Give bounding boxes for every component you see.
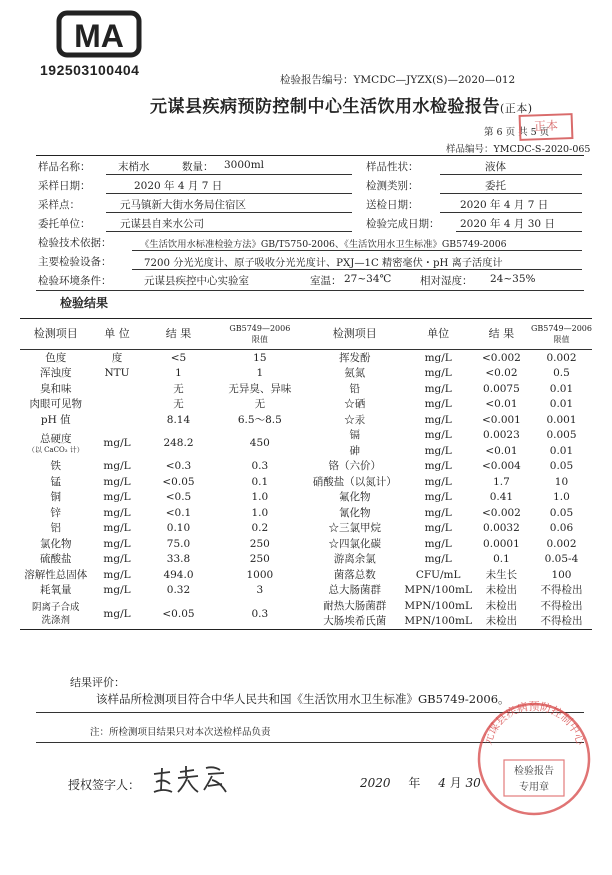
cell-limit: 100 — [551, 568, 572, 581]
cell-item: 大肠埃希氏菌 — [323, 615, 387, 628]
results-section-title: 检验结果 — [60, 296, 109, 310]
cell-item: 阴离子合成 洗涤剂 — [32, 601, 80, 626]
completion-date: 2020 年 4 月 30 日 — [460, 218, 555, 230]
cell-limit: 250 — [249, 553, 270, 566]
page-info: 第 6 页 共 5 页 — [484, 127, 550, 138]
cell-result: <0.002 — [482, 506, 521, 519]
table-row — [20, 459, 592, 475]
cell-unit: mg/L — [103, 460, 131, 473]
seal-inner-2: 专用章 — [519, 782, 549, 793]
cell-unit: mg/L — [424, 413, 452, 426]
cell-unit: mg/L — [103, 584, 131, 597]
cell-item: 挥发酚 — [339, 351, 371, 364]
cell-result: 未检出 — [485, 599, 518, 612]
cell-limit: 0.002 — [546, 351, 577, 364]
sample-name-label: 样品名称： — [38, 161, 91, 173]
signatory-label: 授权签字人： — [68, 778, 141, 792]
cell-item: 氨氮 — [344, 367, 366, 380]
cell-unit — [92, 381, 143, 397]
humidity-label: 相对湿度： — [420, 275, 473, 287]
cell-limit: 10 — [554, 475, 569, 488]
cell-unit — [92, 397, 143, 413]
cell-item: ☆四氯化碳 — [328, 537, 382, 550]
cell-item: pH 值 — [40, 413, 71, 426]
cell-result: <5 — [170, 351, 187, 364]
cell-item: 锰 — [50, 475, 62, 488]
cell-limit: 0.05 — [549, 506, 574, 519]
cell-item: 色度 — [45, 351, 67, 364]
cell-unit: MPN/100mL — [404, 584, 472, 597]
cell-result: 0.0032 — [483, 522, 520, 535]
cell-item: 铜 — [50, 491, 62, 504]
cell-unit: mg/L — [103, 568, 131, 581]
cell-unit: mg/L — [103, 607, 131, 620]
table-row — [20, 381, 592, 397]
sampling-date: 2020 年 4 月 7 日 — [134, 180, 223, 192]
cell-item: 臭和味 — [40, 382, 72, 395]
cell-result: <0.05 — [162, 475, 195, 488]
cell-result: 0.41 — [489, 491, 514, 504]
cell-limit: 无 — [254, 398, 266, 411]
cell-limit: 3 — [256, 584, 264, 597]
sample-property: 液体 — [485, 161, 506, 173]
cell-unit: mg/L — [424, 460, 452, 473]
cell-unit: mg/L — [103, 491, 131, 504]
table-row — [20, 366, 592, 382]
cell-unit: 度 — [111, 351, 123, 364]
cell-limit: 无异臭、异味 — [228, 382, 292, 395]
cell-limit: 0.001 — [546, 413, 577, 426]
cell-result: 248.2 — [163, 437, 194, 449]
cell-unit: mg/L — [424, 506, 452, 519]
cell-result: <0.05 — [162, 607, 195, 620]
test-type: 委托 — [485, 180, 506, 192]
cell-item: 溶解性总固体 — [24, 568, 88, 581]
cell-unit: MPN/100mL — [404, 599, 472, 612]
submit-date-label: 送检日期： — [366, 199, 419, 211]
cell-unit: mg/L — [103, 537, 131, 550]
cell-item: 硝酸盐（以氮计） — [312, 475, 397, 488]
sign-date-year: 2020 — [360, 776, 391, 790]
cell-result: 0.0023 — [483, 429, 520, 442]
table-row — [20, 490, 592, 506]
cell-item: 硫酸盐 — [40, 553, 72, 566]
cell-limit: 0.2 — [251, 522, 269, 535]
cell-unit: mg/L — [103, 553, 131, 566]
cell-unit: mg/L — [424, 351, 452, 364]
sample-name: 末梢水 — [118, 161, 150, 173]
cell-limit: 1.0 — [553, 491, 570, 504]
table-row — [20, 583, 592, 599]
cell-unit: mg/L — [424, 382, 452, 395]
cell-result: <0.01 — [485, 444, 518, 457]
cell-unit: mg/L — [424, 553, 452, 566]
cell-limit: 0.05 — [549, 460, 574, 473]
title-suffix: (正本) — [500, 102, 533, 115]
cell-item: ☆硒 — [344, 398, 366, 411]
humidity: 24~35% — [490, 273, 536, 285]
basis-label: 检验技术依据： — [38, 237, 112, 249]
cell-unit: mg/L — [424, 491, 452, 504]
cell-limit: 0.5 — [553, 367, 570, 380]
cell-unit: mg/L — [103, 506, 131, 519]
cell-limit: 0.01 — [549, 398, 574, 411]
basis: 《生活饮用水标准检验方法》GB/T5750-2006、《生活饮用水卫生标准》GB5749-2006 — [140, 239, 507, 250]
cell-item: 总大肠菌群 — [328, 584, 382, 597]
sign-date-day: 30 — [465, 776, 481, 790]
cell-unit: mg/L — [103, 475, 131, 488]
cell-item: ☆汞 — [344, 413, 366, 426]
cell-unit: MPN/100mL — [404, 615, 472, 628]
cell-limit: 450 — [249, 437, 270, 449]
cell-result: <0.3 — [165, 460, 192, 473]
cell-unit: mg/L — [103, 522, 131, 535]
cell-limit: 不得检出 — [540, 584, 583, 597]
cell-limit: 不得检出 — [540, 599, 583, 612]
cell-result: 0.0075 — [483, 382, 520, 395]
environment: 元谋县疾控中心实验室 — [144, 275, 249, 287]
sign-date: 2020 年 4 月 30 — [360, 776, 481, 790]
registration-number: 192503100404 — [40, 62, 140, 78]
svg-text:MA: MA — [74, 18, 124, 54]
cell-limit: 0.3 — [251, 460, 269, 473]
cell-result: 未检出 — [485, 584, 518, 597]
cell-unit: mg/L — [424, 429, 452, 442]
cell-item: 氰化物 — [339, 506, 371, 519]
cell-limit: 1.0 — [251, 491, 269, 504]
cell-limit: 1.0 — [251, 506, 269, 519]
cell-item: 镉 — [349, 429, 361, 442]
table-row — [20, 521, 592, 537]
sign-date-month: 4 — [438, 776, 446, 790]
cell-item: 氯化物 — [40, 537, 72, 550]
cell-item: 铅 — [349, 382, 361, 395]
cell-limit: 0.1 — [251, 475, 269, 488]
cell-result: <0.002 — [482, 351, 521, 364]
cell-item: 肉眼可见物 — [29, 398, 83, 411]
completion-date-label: 检验完成日期： — [366, 218, 440, 230]
table-row — [20, 536, 592, 552]
cell-item: 锌 — [50, 506, 62, 519]
cell-result: 1.7 — [493, 475, 510, 488]
cell-result: <0.004 — [482, 460, 521, 473]
cell-limit: 不得检出 — [540, 615, 583, 628]
cell-result: 无 — [173, 398, 184, 411]
cell-limit: 0.3 — [251, 607, 269, 620]
cell-result: 0.32 — [166, 584, 191, 597]
official-seal — [475, 700, 593, 818]
cell-item: 铁 — [50, 460, 62, 473]
cell-result: 1 — [175, 367, 182, 380]
col-header-item: 检测项目 — [33, 327, 78, 340]
cell-item: 总硬度 （以 CaCO₃ 计） — [27, 433, 84, 454]
table-header-row — [20, 319, 592, 350]
cell-limit: 0.05-4 — [544, 553, 579, 566]
col-header-limit: GB5749—2006 限值 — [229, 324, 291, 344]
cell-result: 8.14 — [166, 413, 191, 426]
cell-limit: 250 — [249, 537, 270, 550]
table-row — [20, 552, 592, 568]
cell-limit: 0.01 — [549, 444, 574, 457]
cell-unit: NTU — [104, 367, 130, 380]
room-temp-label: 室温： — [310, 275, 342, 287]
cell-result: 0.1 — [493, 553, 510, 566]
cell-result: <0.01 — [485, 398, 518, 411]
client: 元谋县自来水公司 — [120, 218, 204, 230]
divider — [36, 290, 584, 291]
cell-limit: 0.01 — [549, 382, 574, 395]
cell-unit: mg/L — [424, 537, 452, 550]
cell-unit: mg/L — [424, 398, 452, 411]
cell-limit: 1000 — [246, 568, 274, 581]
cell-limit: 15 — [253, 351, 267, 364]
sampling-site-label: 采样点： — [38, 199, 80, 211]
table-row — [20, 474, 592, 490]
col-header-result: 结 果 — [165, 327, 192, 340]
table-row — [20, 397, 592, 413]
cell-unit: mg/L — [424, 367, 452, 380]
handwritten-signature — [150, 762, 230, 796]
cell-result: 75.0 — [166, 537, 191, 550]
cell-item: ☆三氯甲烷 — [328, 522, 382, 535]
environment-label: 检验环境条件： — [38, 275, 112, 287]
conclusion-text: 该样品所检测项目符合中华人民共和国《生活饮用水卫生标准》GB5749-2006。 — [96, 692, 510, 706]
cell-result: 494.0 — [163, 568, 194, 581]
quantity: 3000ml — [224, 159, 265, 171]
cell-item: 浑浊度 — [40, 367, 72, 380]
sampling-site: 元马镇新大街水务局住宿区 — [120, 199, 246, 211]
sample-number: 样品编号：YMCDC-S-2020-065 — [446, 144, 591, 155]
cell-item: 铬（六价） — [328, 460, 382, 473]
seal-text: 元谋县疾病预防控制中心 — [480, 700, 588, 747]
table-row — [20, 567, 592, 583]
cell-limit: 0.002 — [546, 537, 577, 550]
cell-limit: 6.5～8.5 — [237, 413, 282, 426]
col-header-unit-2: 单位 — [427, 327, 450, 340]
report-number: 检验报告编号：YMCDC—JYZX(S)—2020—012 — [280, 74, 516, 86]
cell-result: <0.02 — [485, 367, 518, 380]
equipment-label: 主要检验设备： — [38, 256, 112, 268]
sampling-date-label: 采样日期： — [38, 180, 91, 192]
sample-property-label: 样品性状： — [366, 161, 419, 173]
cell-item: 氟化物 — [339, 491, 371, 504]
cell-limit: 0.005 — [546, 429, 577, 442]
cell-item: 耗氧量 — [40, 584, 72, 597]
cell-unit — [92, 412, 143, 428]
col-header-result-2: 结 果 — [488, 327, 515, 340]
cell-result: 无 — [173, 382, 184, 395]
col-header-limit-2: GB5749—2006 限值 — [530, 324, 592, 344]
cell-unit: mg/L — [424, 444, 452, 457]
cell-unit: mg/L — [103, 437, 131, 449]
table-row — [20, 428, 592, 444]
divider — [36, 155, 584, 156]
col-header-unit: 单 位 — [104, 327, 130, 340]
submit-date: 2020 年 4 月 7 日 — [460, 199, 549, 211]
cell-result: <0.5 — [165, 491, 192, 504]
cell-item: 砷 — [349, 444, 361, 457]
cell-result: <0.001 — [482, 413, 521, 426]
cell-item: 耐热大肠菌群 — [323, 599, 387, 612]
cell-result: 0.10 — [166, 522, 191, 535]
conclusion-label: 结果评价： — [70, 676, 125, 689]
cell-result: 未生长 — [485, 568, 518, 581]
cell-item: 游离余氯 — [333, 553, 376, 566]
note: 注：所检测项目结果只对本次送检样品负责 — [90, 727, 271, 738]
cell-item: 菌落总数 — [333, 568, 376, 581]
cell-unit: CFU/mL — [415, 568, 461, 581]
cell-unit: mg/L — [424, 475, 452, 488]
table-row — [20, 598, 592, 614]
original-stamp: 正本 — [519, 113, 574, 141]
test-type-label: 检测类别： — [366, 180, 419, 192]
client-label: 委托单位： — [38, 218, 91, 230]
table-row — [20, 412, 592, 428]
table-row — [20, 505, 592, 521]
cell-item: 铝 — [50, 522, 62, 535]
cell-result: <0.1 — [165, 506, 192, 519]
page-title: 元谋县疾病预防控制中心生活饮用水检验报告(正本) — [150, 97, 533, 117]
seal-inner-1: 检验报告 — [514, 766, 554, 777]
quantity-label: 数量： — [182, 161, 214, 173]
equipment: 7200 分光光度计、原子吸收分光光度计、PXJ—1C 精密毫伏・pH 离子活度计 — [144, 258, 503, 269]
cell-result: 未检出 — [485, 615, 518, 628]
cell-result: 0.0001 — [483, 537, 520, 550]
cell-limit: 1 — [256, 367, 264, 380]
table-row — [20, 350, 592, 366]
room-temp: 27~34℃ — [344, 273, 392, 285]
svg-text:元谋县疾病预防控制中心 — [481, 700, 587, 747]
cell-unit: mg/L — [424, 522, 452, 535]
cma-logo — [56, 10, 142, 58]
cell-result: 33.8 — [166, 553, 191, 566]
col-header-item-2: 检测项目 — [332, 327, 377, 340]
cell-limit: 0.06 — [549, 522, 574, 535]
results-table — [20, 318, 592, 630]
